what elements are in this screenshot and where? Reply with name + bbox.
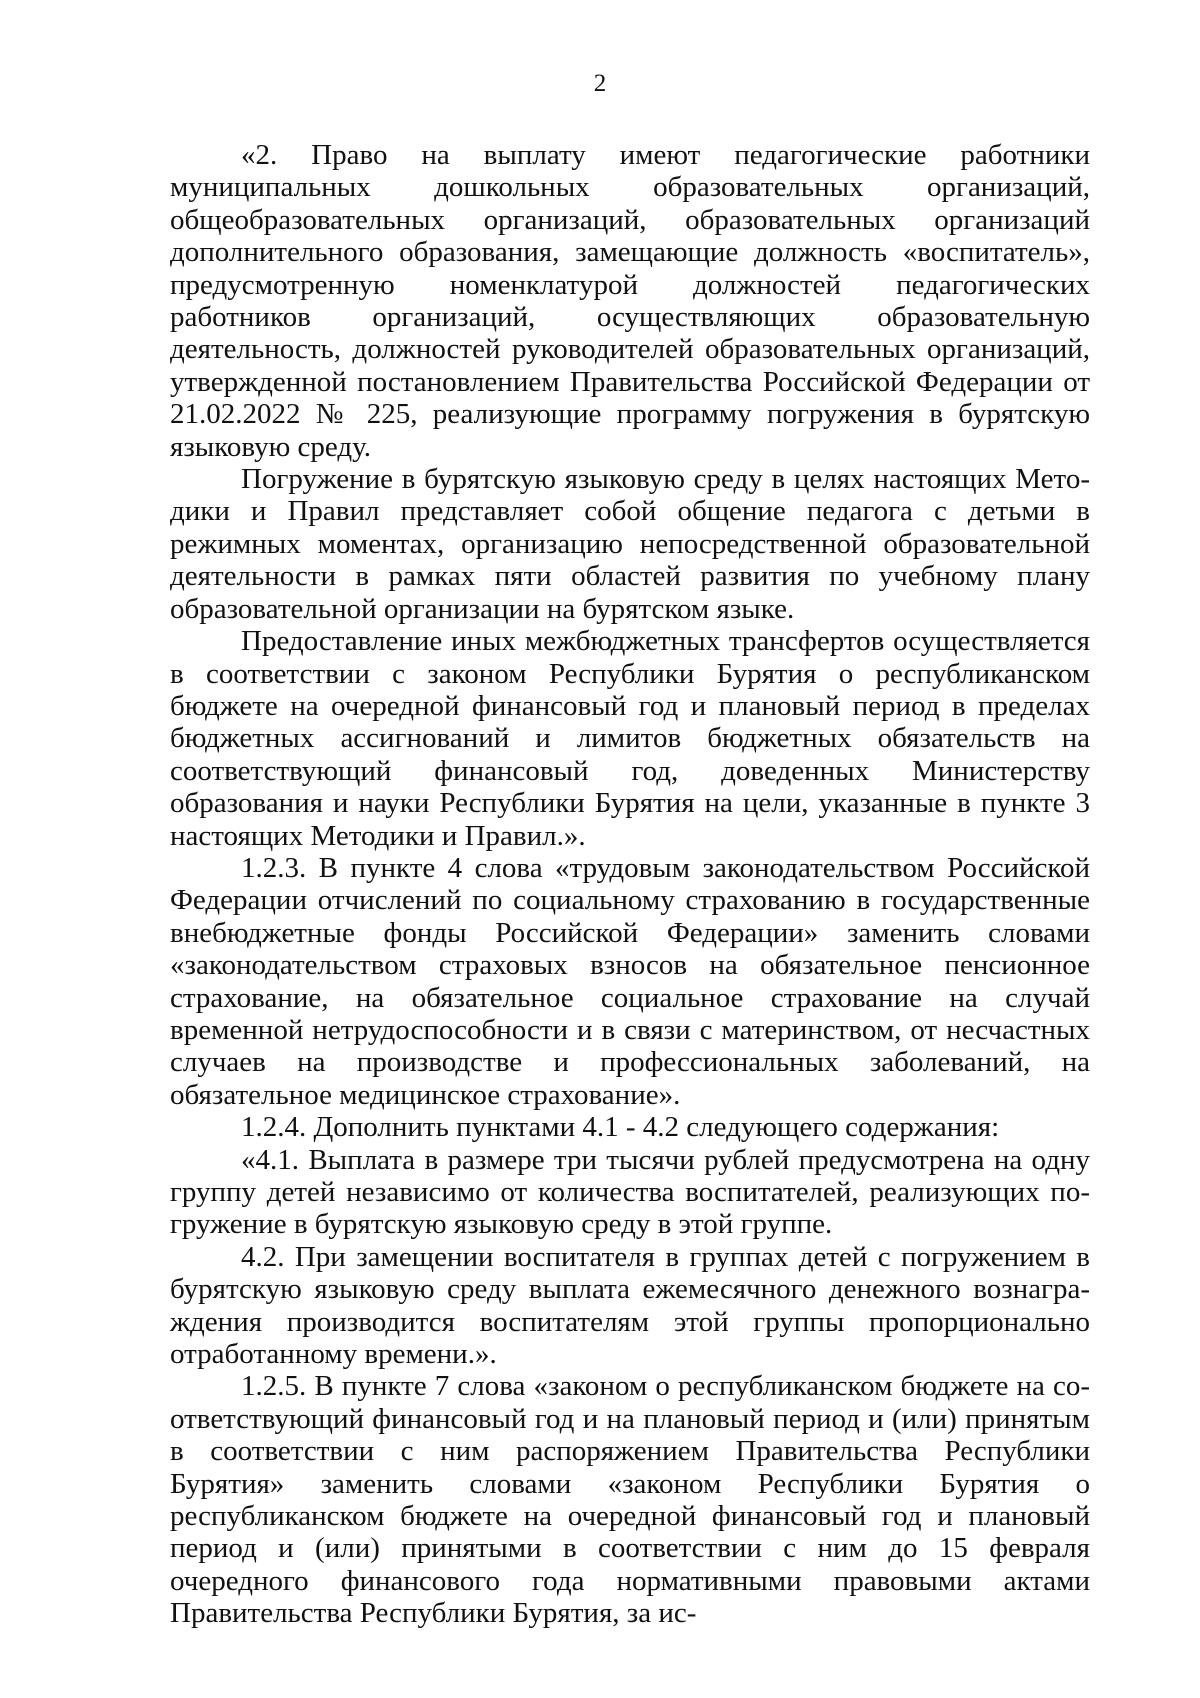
paragraph-item-1-2-3: 1.2.3. В пункте 4 слова «трудовым законодательством Российской Федерации отчислений по социальному страхованию в государственные внебюджетные фонды Российской Федерации» заменить словами «законодательством страховых взносов на обязательное пенсионное страхование, на обязательное социальное страхование на случай временной нетрудоспособности и в связи с материнством, от несчастных случаев на производстве и профессиональных заболеваний, на обязательное медицинское страхование».	[170, 851, 1090, 1111]
paragraph-item-4-2: 4.2. При замещении воспитателя в группах детей с погружением в бурятскую языковую среду выплата ежемесячного денежного вознаграждения производится воспитателям этой группы пропорционально отработанному времени.».	[170, 1240, 1090, 1371]
paragraph-item-4-1: «4.1. Выплата в размере три тысячи рублей предусмотрена на одну группу детей независимо от количества воспитателей, реализующих погружение в бурятскую языковую среду в этой группе.	[170, 1143, 1090, 1241]
paragraph-item-1-2-5: 1.2.5. В пункте 7 слова «законом о республиканском бюджете на соответствующий финансовый год и на плановый период и (или) принятым в соответствии с ним распоряжением Правительства Республики Бурятия» заменить словами «законом Республики Бурятия о республиканском бюджете на очередной финансовый год и плановый период и (или) принятыми в соответствии с ним до 15 февраля очередного финансового года нормативными правовыми актами Правительства Республики Бурятия, за ис-	[170, 1370, 1090, 1630]
paragraph-right-to-payment: «2. Право на выплату имеют педагогические работники муниципальных дошкольных образовательных организаций, общеобразовательных организаций, образовательных организаций дополнительного образования, замещающие должность «воспитатель», предусмотренную номенклатурой должностей педагогических работников организаций, осуществляющих образовательную деятельность, должностей руководителей образовательных организаций, утвержденной постановлением Правительства Российской Федерации от 21.02.2022 № 225, реализующие программу погружения в бурятскую языковую среду.	[170, 139, 1090, 463]
paragraph-item-1-2-4: 1.2.4. Дополнить пунктами 4.1 - 4.2 следующего содержания:	[241, 1111, 1000, 1144]
page-number: 2	[593, 70, 607, 97]
paragraph-transfers-provision: Предоставление иных межбюджетных трансфертов осуществляется в соответствии с законом Республики Бурятия о республиканском бюджете на очередной финансовый год и плановый период в пределах бюджетных ассигнований и лимитов бюджетных обязательств на соответствующий финансовый год, доведенных Министерству образования и науки Республики Бурятия на цели, указанные в пункте 3 настоящих Методики и Правил.».	[170, 625, 1090, 852]
paragraph-immersion-definition: Погружение в бурятскую языковую среду в целях настоящих Методики и Правил представляет собой общение педагога с детьми в режимных моментах, организацию непосредственной образовательной деятельности в рамках пяти областей развития по учебному плану образовательной организации на бурятском языке.	[170, 463, 1090, 625]
document-body	[170, 139, 1090, 1630]
